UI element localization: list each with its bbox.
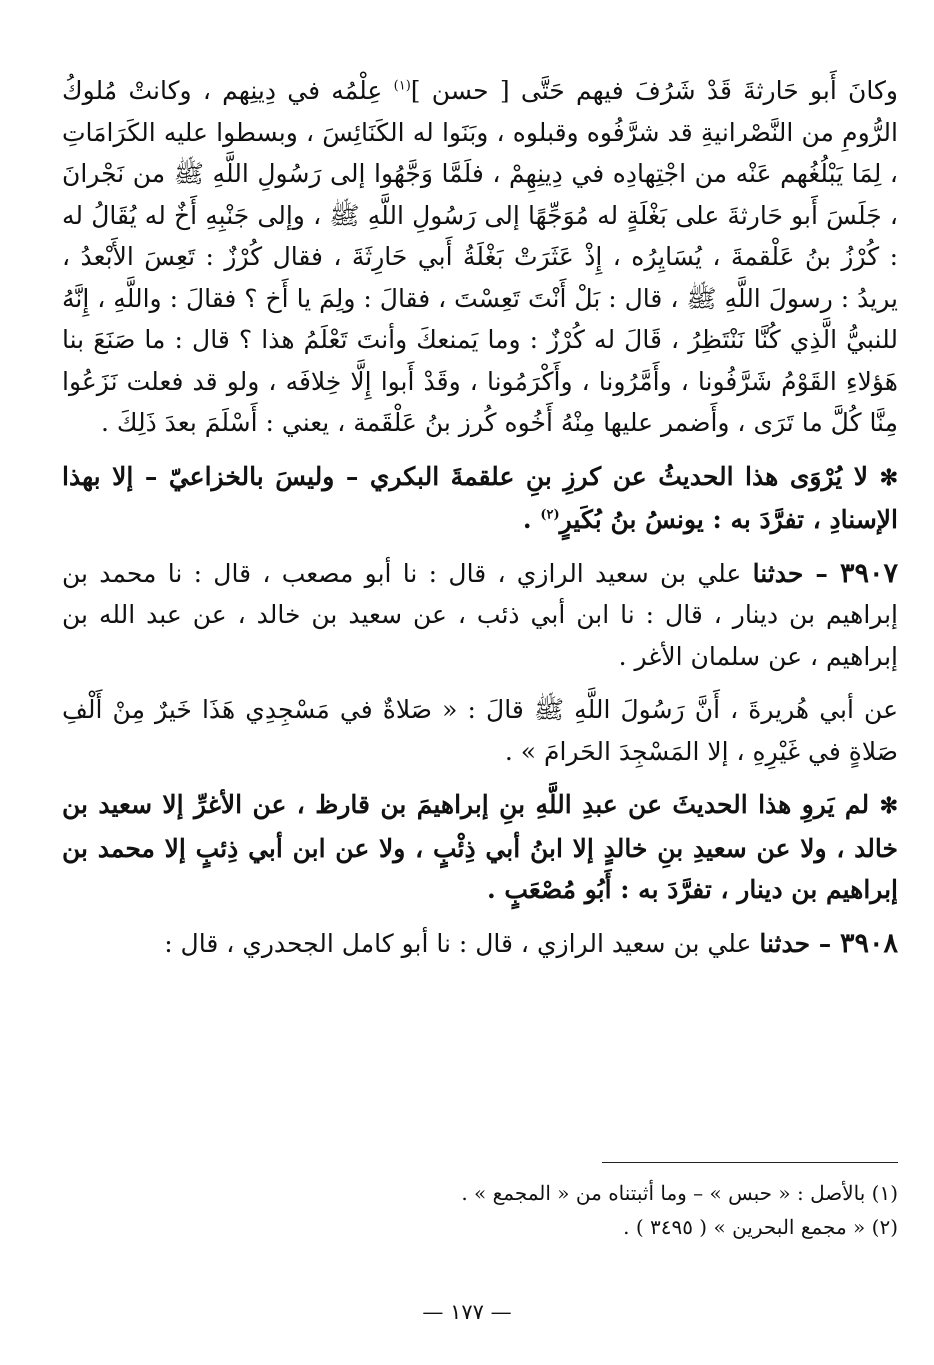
commentary-note-2 <box>62 784 898 911</box>
narrative-paragraph <box>62 70 898 444</box>
footnote-divider <box>602 1162 898 1163</box>
hadith-3907-matn <box>62 689 898 772</box>
hadith-3908-isnad <box>62 923 898 965</box>
hadith-3907-matn-text: عن أبي هُريرةَ ، أَنَّ رَسُولَ اللَّهِ ﷺ قالَ : « صَلاةٌ في مَسْجِدِي هَذَا خَيرٌ مِنْ أَلْفِ صَلاةٍ في غَيْرِهِ ، إلا المَسْجِدَ الحَرامَ » . <box>62 695 898 766</box>
commentary-note-1 <box>62 456 898 541</box>
footnote-2: (٢) « مجمع البحرين » ( ٣٤٩٥ ) . <box>623 1215 898 1239</box>
footnotes <box>198 1176 898 1244</box>
hadith-3908-chain: علي بن سعيد الرازي ، قال : نا أبو كامل الجحدري ، قال : <box>164 928 760 958</box>
hadith-number-3908: ٣٩٠٨ <box>839 927 898 959</box>
page-number: — ١٧٧ — <box>422 1300 512 1324</box>
narrative-text: وكانَ أَبو حَارثةَ قَدْ شَرُفَ فيهم حَتَّى [ حسن ] <box>410 76 899 105</box>
footnote-1: (١) بالأصل : « حبس » – وما أثبتناه من « المجمع » . <box>461 1181 898 1205</box>
hadith-3907-isnad <box>62 553 898 678</box>
commentary-note-1-text: لا يُرْوَى هذا الحديثُ عن كرزِ بنِ علقمةَ البكري – وليسَ بالخزاعيّ – إلا بهذا الإسنادِ ، تفرَّدَ به : يونسُ بنُ بُكَيرٍ <box>62 461 898 534</box>
star-marker-icon: ✻ <box>879 793 898 819</box>
star-marker-icon: ✻ <box>879 464 898 491</box>
page-body <box>62 70 898 964</box>
footnote-ref-2: (٢) <box>540 507 560 523</box>
hadith-3907-heading: – حدثنا <box>752 558 840 588</box>
commentary-note-2-text: لم يَروِ هذا الحديثَ عن عبدِ اللَّهِ بنِ إبراهيمَ بن قارظ ، عن الأغرِّ إلا سعيد بن خالد ، ولا عن سعيدِ بنِ خالدٍ إلا ابنُ أبي ذِئْبٍ ، ولا عن ابن أبي ذِئبٍ إلا محمد بن إبراهيم بن دينار ، تفرَّدَ به : أَبُو مُصْعَبٍ . <box>62 790 898 904</box>
hadith-3907-chain: علي بن سعيد الرازي ، قال : نا أبو مصعب ، قال : نا محمد بن إبراهيم بن دينار ، قال : نا ابن أبي ذئب ، عن سعيد بن خالد ، عن عبد الله بن إبراهيم ، عن سلمان الأغر . <box>62 558 898 671</box>
commentary-note-1-end: . <box>522 505 541 534</box>
hadith-number-3907: ٣٩٠٧ <box>839 557 898 589</box>
footnote-ref-1: (١) <box>393 78 411 94</box>
hadith-3908-heading: – حدثنا <box>759 928 840 958</box>
narrative-text-continued: عِلْمُه في دِينِهم ، وكانتْ مُلوكُ الرُّومِ من النَّصْرانيةِ قد شرَّفُوه وقبلوه ، وبَنَوا له الكَنَائِسَ ، وبسطوا عليه الكَرَامَاتِ ، لِمَا يَبْلُغُهم عَنْه من اجْتِهادِه في دِينِهِمْ ، فلَمَّا وَجَّهُوا إلى رَسُولِ اللَّهِ ﷺ من نَجْرانَ ، جَلَسَ أَبو حَارثةَ على بَغْلَةٍ له مُوَجِّهًا إلى رَسُولِ اللَّهِ ﷺ ، وإلى جَنْبِهِ أَخٌ له يُقَالُ له : كُرْزُ بنُ عَلْقمةَ ، يُسَايِرُه ، إِذْ عَثَرَتْ بَغْلَةُ أَبي حَارِثَةَ ، فقال كُرْزٌ : تَعِسَ الأَبْعدُ ، يريدُ : رسولَ اللَّهِ ﷺ ، قال : بَلْ أَنْتَ تَعِسْتَ ، فقالَ : ولِمَ يا أَخ ؟ فقالَ : واللَّهِ ، إِنَّهُ للنبيُّ الَّذِي كُنَّا نَنْتَظِرُ ، قَالَ له كُرْزٌ : وما يَمنعكَ وأنتَ تَعْلَمُ هذا ؟ قال : ما صَنَعَ بنا هَؤلاءِ القَوْمُ شَرَّفُونا ، وأَمَّرُونا ، وأَكْرَمُونا ، وقَدْ أَبوا إِلَّا خِلافَه ، ولو قد فعلت نَزَعُوا مِنَّا كُلَّ ما تَرَى ، وأَضمر عليها مِنْهُ أَخُوه كُرز بنُ عَلْقَمة ، يعني : أَسْلَمَ بعدَ ذَلِكَ . <box>62 76 898 437</box>
